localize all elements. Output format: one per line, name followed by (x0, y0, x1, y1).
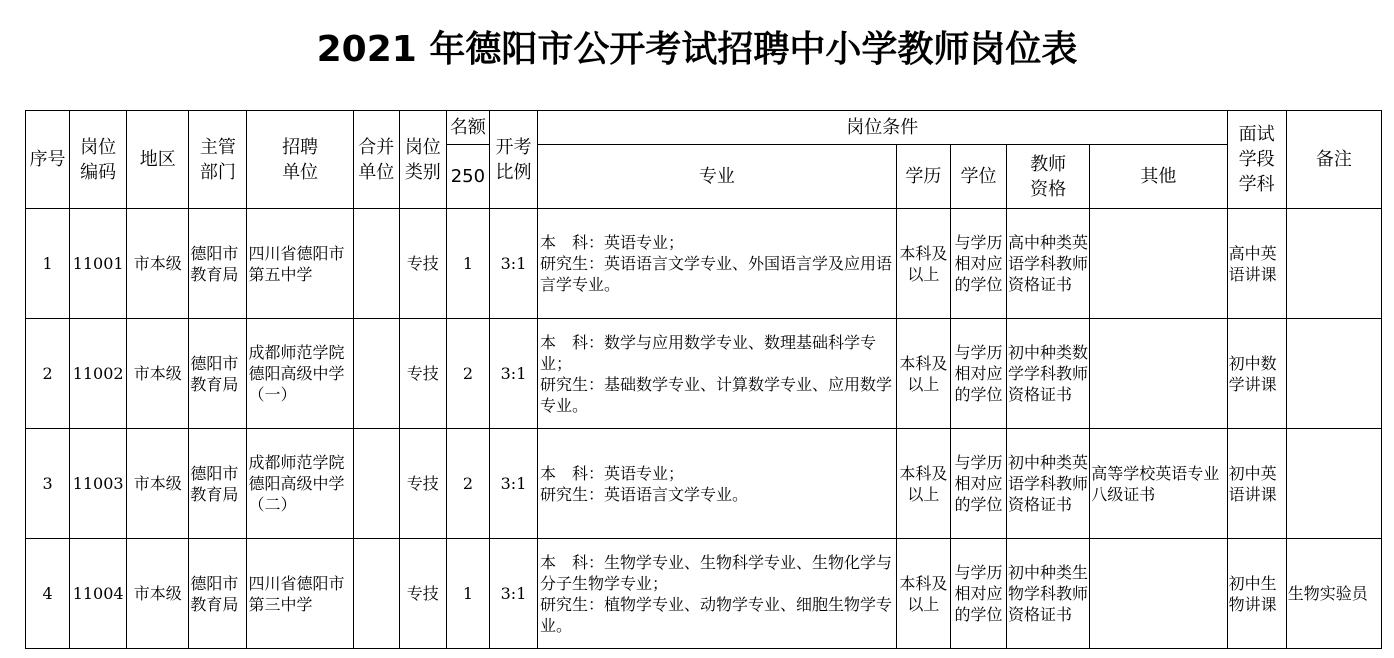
cell-degree: 与学历相对应的学位 (950, 319, 1006, 429)
cell-ratio: 3:1 (489, 539, 537, 649)
header-other: 其他 (1090, 145, 1227, 209)
cell-education: 本科及以上 (896, 209, 950, 319)
cell-dept: 德阳市教育局 (189, 209, 247, 319)
header-merge: 合并 单位 (353, 111, 399, 209)
header-interview: 面试 学段 学科 (1227, 111, 1286, 209)
header-quota-total: 250 (446, 145, 489, 209)
cell-unit: 成都师范学院德阳高级中学（一） (247, 319, 353, 429)
table-row (26, 429, 1382, 539)
header-education: 学历 (896, 145, 950, 209)
cell-quota: 2 (446, 319, 489, 429)
cell-other (1090, 539, 1227, 649)
page-title: 2021 年德阳市公开考试招聘中小学教师岗位表 (316, 29, 1078, 70)
cell-region: 市本级 (127, 539, 189, 649)
cell-seq: 1 (26, 209, 70, 319)
cell-category: 专技 (399, 539, 446, 649)
cell-ratio: 3:1 (489, 429, 537, 539)
cell-code: 11002 (70, 319, 127, 429)
cell-merge (353, 209, 399, 319)
header-quota: 名额 (446, 111, 489, 145)
cell-major: 本 科：生物学专业、生物科学专业、生物化学与分子生物学专业； 研究生：植物学专业、动物学专业、细胞生物学专业。 (538, 539, 897, 649)
header-dept: 主管 部门 (189, 111, 247, 209)
cell-region: 市本级 (127, 319, 189, 429)
cell-remark (1286, 319, 1381, 429)
header-row-1 (26, 111, 1382, 145)
positions-table (25, 110, 1382, 649)
cell-cert: 初中种类生物学科教师资格证书 (1007, 539, 1090, 649)
header-region: 地区 (127, 111, 189, 209)
cell-remark (1286, 429, 1381, 539)
cell-region: 市本级 (127, 209, 189, 319)
cell-seq: 4 (26, 539, 70, 649)
cell-code: 11001 (70, 209, 127, 319)
header-category: 岗位 类别 (399, 111, 446, 209)
cell-merge (353, 319, 399, 429)
cell-code: 11004 (70, 539, 127, 649)
table-row (26, 539, 1382, 649)
cell-code: 11003 (70, 429, 127, 539)
cell-interview: 高中英语讲课 (1227, 209, 1286, 319)
cell-ratio: 3:1 (489, 319, 537, 429)
header-ratio: 开考 比例 (489, 111, 537, 209)
cell-other (1090, 209, 1227, 319)
cell-cert: 初中种类数学学科教师资格证书 (1007, 319, 1090, 429)
cell-education: 本科及以上 (896, 539, 950, 649)
cell-ratio: 3:1 (489, 209, 537, 319)
header-unit: 招聘 单位 (247, 111, 353, 209)
cell-other (1090, 319, 1227, 429)
cell-category: 专技 (399, 429, 446, 539)
cell-category: 专技 (399, 209, 446, 319)
cell-merge (353, 539, 399, 649)
header-major: 专业 (538, 145, 897, 209)
cell-quota: 2 (446, 429, 489, 539)
cell-quota: 1 (446, 209, 489, 319)
cell-region: 市本级 (127, 429, 189, 539)
cell-merge (353, 429, 399, 539)
cell-degree: 与学历相对应的学位 (950, 539, 1006, 649)
cell-category: 专技 (399, 319, 446, 429)
cell-education: 本科及以上 (896, 429, 950, 539)
table-row (26, 209, 1382, 319)
header-cert: 教师 资格 (1007, 145, 1090, 209)
cell-cert: 高中种类英语学科教师资格证书 (1007, 209, 1090, 319)
cell-interview: 初中数学讲课 (1227, 319, 1286, 429)
cell-major: 本 科：英语专业； 研究生：英语语言文学专业。 (538, 429, 897, 539)
cell-major: 本 科：英语专业； 研究生：英语语言文学专业、外国语言学及应用语言学专业。 (538, 209, 897, 319)
cell-remark: 生物实验员 (1286, 539, 1381, 649)
cell-interview: 初中生物讲课 (1227, 539, 1286, 649)
header-remark: 备注 (1286, 111, 1381, 209)
cell-unit: 成都师范学院德阳高级中学（二） (247, 429, 353, 539)
cell-education: 本科及以上 (896, 319, 950, 429)
cell-major: 本 科：数学与应用数学专业、数理基础科学专业； 研究生：基础数学专业、计算数学专业、应用数学专业。 (538, 319, 897, 429)
cell-dept: 德阳市教育局 (189, 429, 247, 539)
cell-unit: 四川省德阳市第五中学 (247, 209, 353, 319)
table-row (26, 319, 1382, 429)
header-seq: 序号 (26, 111, 70, 209)
cell-cert: 初中种类英语学科教师资格证书 (1007, 429, 1090, 539)
cell-other: 高等学校英语专业八级证书 (1090, 429, 1227, 539)
cell-seq: 2 (26, 319, 70, 429)
cell-dept: 德阳市教育局 (189, 539, 247, 649)
cell-dept: 德阳市教育局 (189, 319, 247, 429)
cell-interview: 初中英语讲课 (1227, 429, 1286, 539)
cell-unit: 四川省德阳市第三中学 (247, 539, 353, 649)
cell-degree: 与学历相对应的学位 (950, 429, 1006, 539)
cell-degree: 与学历相对应的学位 (950, 209, 1006, 319)
header-code: 岗位 编码 (70, 111, 127, 209)
cell-remark (1286, 209, 1381, 319)
header-conditions: 岗位条件 (538, 111, 1228, 145)
header-degree: 学位 (950, 145, 1006, 209)
cell-quota: 1 (446, 539, 489, 649)
cell-seq: 3 (26, 429, 70, 539)
